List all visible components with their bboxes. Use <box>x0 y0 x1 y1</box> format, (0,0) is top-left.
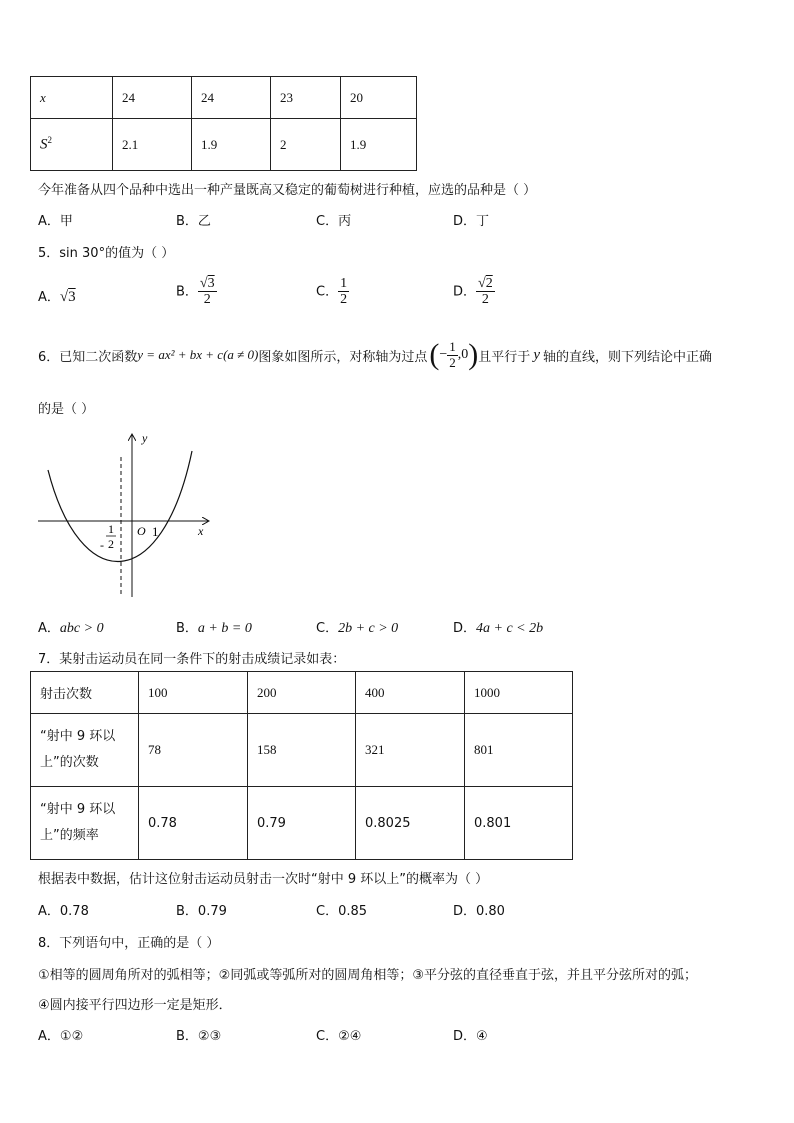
table-cell: 158 <box>248 714 356 787</box>
table-cell: 1000 <box>465 672 573 714</box>
q4-option-c: C．丙 <box>316 214 352 229</box>
q4-option-b: B．乙 <box>176 214 211 229</box>
statement-mark: ① <box>38 968 50 983</box>
table-cell: 400 <box>356 672 465 714</box>
q6-option-a: A．abc > 0 <box>38 621 104 636</box>
q4-text: 今年准备从四个品种中选出一种产量既高又稳定的葡萄树进行种植，应选的品种是（ ） <box>38 183 537 198</box>
q6-option-d: D．4a + c < 2b <box>453 621 544 636</box>
q8-statements-line1: ①相等的圆周角所对的弧相等；②同弧或等弧所对的圆周角相等；③平分弦的直径垂直于弦，并且平分弦所对的弧； <box>38 968 698 983</box>
q5-option-c: C． $\frac{1}{2}$ <box>316 276 348 308</box>
table-cell: 23 <box>271 77 341 119</box>
q7-option-b: B．0.79 <box>176 904 227 919</box>
table-cell: 0.8025 <box>356 787 465 860</box>
y-axis-label: y <box>142 431 148 445</box>
q7-option-c: C．0.85 <box>316 904 368 919</box>
parabola-graph <box>30 425 230 605</box>
q6-text: 6．已知二次函数 y = ax² + bx + c(a ≠ 0) 图象如图所示，对称轴为过点 ( − $\frac{1}{2}$ ,0 ) 且平行于 y 轴的直线，则下列结论中正确 <box>38 338 712 371</box>
origin-label: O <box>137 524 146 538</box>
q7-text: 7．某射击运动员在同一条件下的射击成绩记录如表： <box>38 652 346 667</box>
statement-mark: ③ <box>412 968 424 983</box>
q5-text: 5．sin 30°的值为（ ） <box>38 246 175 261</box>
q8-option-d: D．④ <box>453 1029 488 1044</box>
table-cell: 2.1 <box>113 119 192 171</box>
statement-mark: ② <box>218 968 231 983</box>
q4-option-a: A．甲 <box>38 214 73 229</box>
statement-mark: ④ <box>38 998 50 1013</box>
table-cell: 1.9 <box>192 119 271 171</box>
q8-statements-line2: ④圆内接平行四边形一定是矩形． <box>38 998 232 1013</box>
parabola-curve <box>48 451 192 562</box>
q6-option-c: C．2b + c > 0 <box>316 621 399 636</box>
q5-option-d: D． $\frac{√2}{2}$ <box>453 276 493 308</box>
table-cell: 1.9 <box>341 119 417 171</box>
table-cell: 20 <box>341 77 417 119</box>
one-label: 1 <box>152 524 159 539</box>
q8-text: 8．下列语句中，正确的是（ ） <box>38 936 220 951</box>
neg-sign: - <box>100 538 104 552</box>
table-cell: 100 <box>139 672 248 714</box>
table-cell: 0.801 <box>465 787 573 860</box>
neg-half-num: 1 <box>108 522 114 536</box>
neg-half-den: 2 <box>108 537 114 551</box>
table-head: “射中 9 环以 上”的次数 <box>31 714 139 787</box>
q8-option-c: C．②④ <box>316 1029 362 1044</box>
q6-text-line2: 的是（ ） <box>38 402 95 417</box>
table-cell: 0.78 <box>139 787 248 860</box>
q6-option-b: B．a + b = 0 <box>176 621 252 636</box>
variance-table <box>30 76 417 171</box>
table-cell: 321 <box>356 714 465 787</box>
q8-option-a: A．①② <box>38 1029 84 1044</box>
table-cell: 2 <box>271 119 341 171</box>
table-cell: 0.79 <box>248 787 356 860</box>
q5-option-b: B． $\frac{√3}{2}$ <box>176 276 215 308</box>
table-cell: 24 <box>192 77 271 119</box>
q7-option-a: A．0.78 <box>38 904 89 919</box>
q8-option-b: B．②③ <box>176 1029 222 1044</box>
table-cell: 78 <box>139 714 248 787</box>
shooting-table <box>30 671 573 860</box>
x-axis-label: x <box>198 524 204 538</box>
table-cell: 801 <box>465 714 573 787</box>
table-cell: 200 <box>248 672 356 714</box>
table-head: 射击次数 <box>31 672 139 714</box>
table-head-x: x <box>31 77 113 119</box>
table-head: “射中 9 环以 上”的频率 <box>31 787 139 860</box>
table-cell: 24 <box>113 77 192 119</box>
q4-option-d: D．丁 <box>453 214 490 229</box>
q5-option-a: A．√3 <box>38 289 76 305</box>
q7-after-text: 根据表中数据，估计这位射击运动员射击一次时“射中 9 环以上”的概率为（ ） <box>38 872 489 887</box>
table-head-variance: $S^2$ <box>31 119 113 171</box>
q7-option-d: D．0.80 <box>453 904 505 919</box>
